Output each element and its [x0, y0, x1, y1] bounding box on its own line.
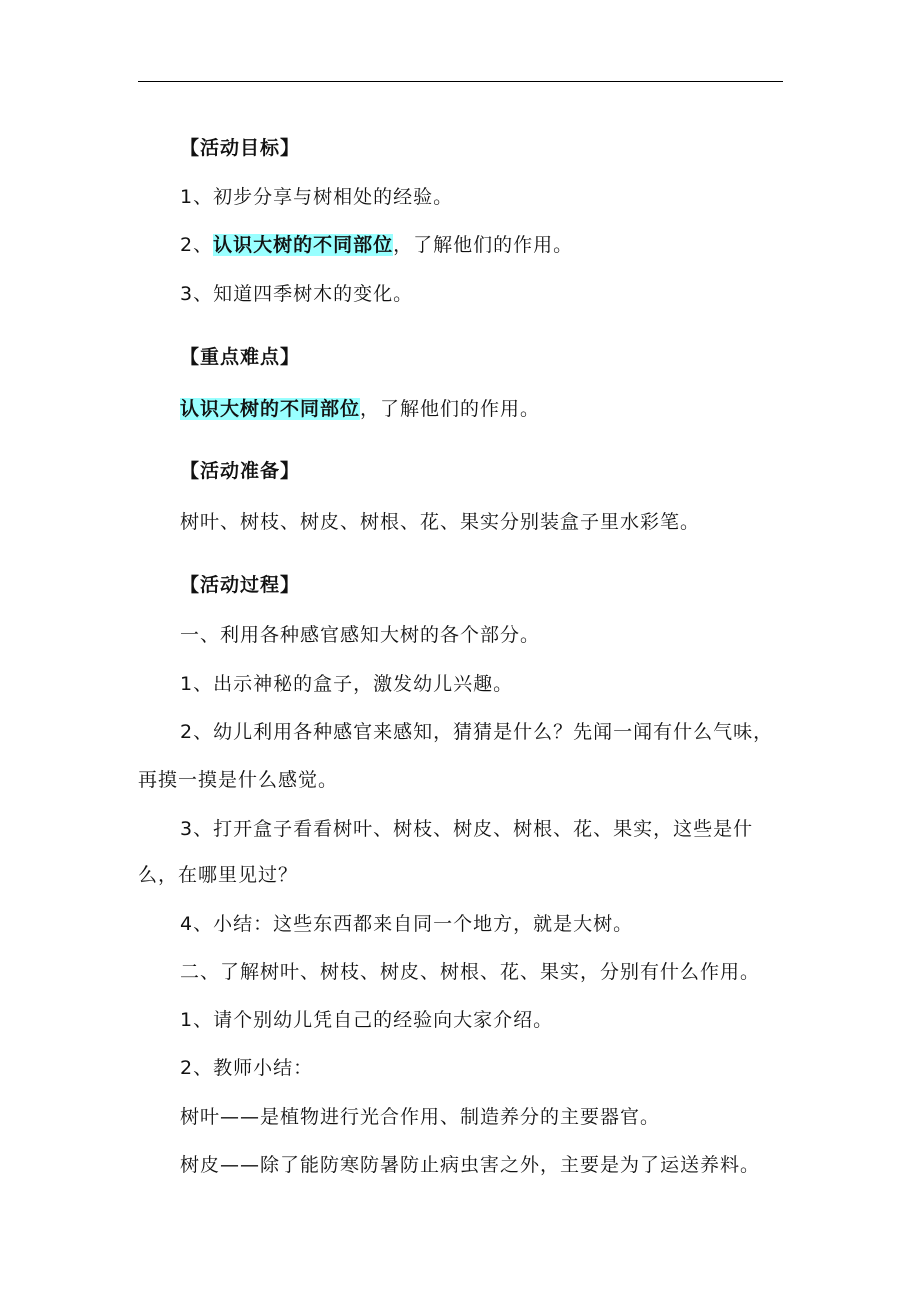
goal-item-2-rest: ，了解他们的作用。: [393, 234, 574, 256]
goal-item-2: [180, 231, 573, 259]
process-line: 树皮——除了能防寒防暑防止病虫害之外，主要是为了运送养料。: [180, 1154, 761, 1176]
process-line: 树叶——是植物进行光合作用、制造养分的主要器官。: [180, 1106, 661, 1128]
goal-item-2-prefix: 2、: [180, 234, 214, 256]
process-line: 么，在哪里见过？: [138, 864, 299, 886]
goal-item-1: 1、初步分享与树相处的经验。: [180, 186, 454, 208]
process-line: 3、打开盒子看看树叶、树枝、树皮、树根、花、果实，这些是什: [180, 818, 754, 840]
section-heading-process: 【活动过程】: [180, 574, 301, 596]
keypoints-text: [180, 395, 540, 423]
process-line: 2、教师小结：: [180, 1057, 314, 1079]
highlighted-text: 认识大树的不同部位: [213, 234, 394, 256]
section-heading-keypoints: 【重点难点】: [180, 346, 301, 368]
process-line: 一、利用各种感官感知大树的各个部分。: [180, 624, 541, 646]
process-line: 二、了解树叶、树枝、树皮、树根、花、果实，分别有什么作用。: [180, 961, 761, 983]
highlighted-text: 认识大树的不同部位: [180, 398, 361, 420]
keypoints-rest: ，了解他们的作用。: [360, 398, 541, 420]
process-line: 再摸一摸是什么感觉。: [138, 769, 339, 791]
process-line: 1、请个别幼儿凭自己的经验向大家介绍。: [180, 1009, 554, 1031]
section-heading-preparation: 【活动准备】: [180, 460, 301, 482]
preparation-text: 树叶、树枝、树皮、树根、花、果实分别装盒子里水彩笔。: [180, 511, 701, 533]
process-line: 2、幼儿利用各种感官来感知，猜猜是什么？先闻一闻有什么气味，: [180, 721, 774, 743]
header-rule: [138, 81, 783, 82]
process-line: 1、出示神秘的盒子，激发幼儿兴趣。: [180, 673, 514, 695]
section-heading-goals: 【活动目标】: [180, 137, 301, 159]
process-line: 4、小结：这些东西都来自同一个地方，就是大树。: [180, 913, 634, 935]
goal-item-3: 3、知道四季树木的变化。: [180, 283, 414, 305]
